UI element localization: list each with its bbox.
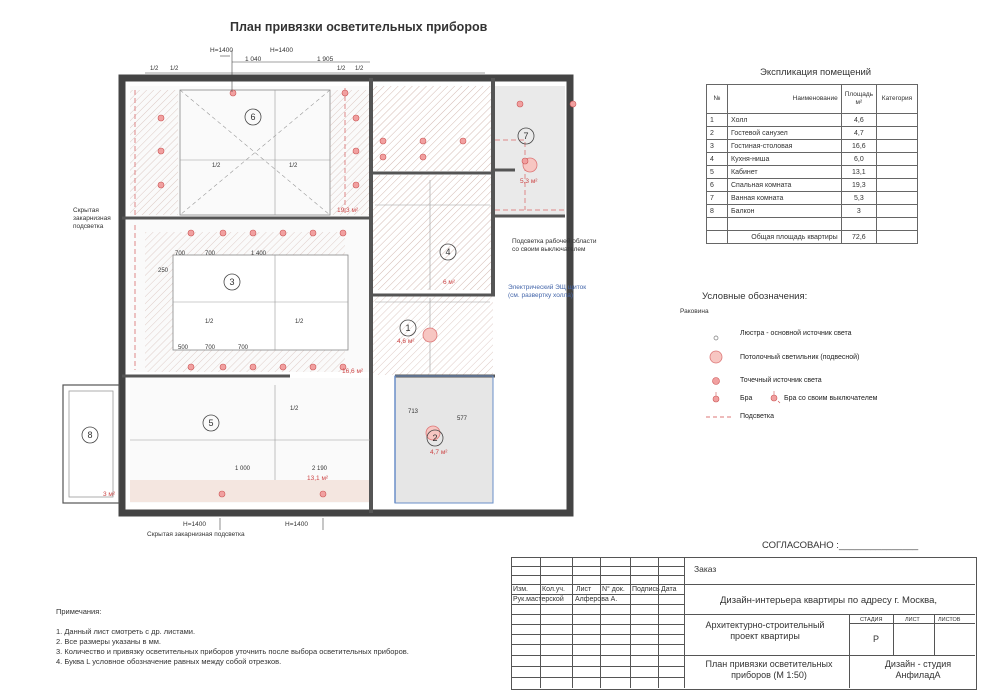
dim-h1400-d: H=1400 xyxy=(285,521,308,528)
electric-panel-label: Электрический ЭЩ щиток (см. развертку холла) xyxy=(508,284,587,299)
chandelier-hall xyxy=(423,328,437,342)
dim-700-c: 700 xyxy=(205,345,216,351)
dim-half-4: 1/2 xyxy=(355,66,364,72)
legend-sconce-switch: Бра со своим выключателем xyxy=(784,395,878,402)
dim-713: 713 xyxy=(408,409,419,415)
dim-half-2: 1/2 xyxy=(170,66,179,72)
dim-half-5: 1/2 xyxy=(212,163,221,169)
dim-1040: 1 040 xyxy=(245,56,262,63)
dim-1905: 1 905 xyxy=(317,56,334,63)
stamp-head-role: Рук.мастерской xyxy=(513,596,564,603)
room-label-2: 2 xyxy=(432,433,438,443)
area-3: 16,6 м² xyxy=(342,368,364,375)
stamp-col-kol: Кол.уч. xyxy=(542,586,565,593)
table-row: 5 Кабинет 13,1 xyxy=(707,166,918,179)
legend-pendant: Потолочный светильник (подвесной) xyxy=(740,354,860,361)
room-label-3: 3 xyxy=(229,277,235,287)
dim-half-9: 1/2 xyxy=(290,406,299,412)
dim-500: 500 xyxy=(178,345,189,351)
dim-h1400-a: H=1400 xyxy=(210,47,233,54)
legend-spot: Точечный источник света xyxy=(740,377,822,384)
notes-title: Примечания: xyxy=(56,607,102,616)
chandelier-icon xyxy=(714,336,718,340)
table-row: 2 Гостевой санузел 4,7 xyxy=(707,127,918,140)
dim-half-7: 1/2 xyxy=(205,319,214,325)
note-2: 2. Все размеры указаны в мм. xyxy=(56,637,161,646)
dim-1400: 1 400 xyxy=(251,251,267,257)
legend-backlight: Подсветка xyxy=(740,413,774,420)
area-6: 19,3 м² xyxy=(337,207,359,214)
legend-subtitle: Раковина xyxy=(680,308,709,315)
legend-sconce: Бра xyxy=(740,395,753,402)
stamp-stage-label: СТАДИЯ xyxy=(860,617,883,623)
stamp-studio: Дизайн - студия АнфиладА xyxy=(884,659,952,680)
stamp-col-izm: Изм. xyxy=(513,586,528,593)
pendant-lamp-icon xyxy=(710,351,722,363)
room-label-8: 8 xyxy=(87,430,93,440)
area-5: 13,1 м² xyxy=(307,475,329,482)
dim-half-1: 1/2 xyxy=(150,66,159,72)
hidden-light-bottom-label: Скрытая закарнизная подсветка xyxy=(147,531,245,538)
stamp-project-type: Архитектурно-строительный проект квартиры xyxy=(705,620,825,641)
room-label-1: 1 xyxy=(405,323,411,333)
table-row: 7 Ванная комната 5,3 xyxy=(707,192,918,205)
note-3: 3. Количество и привязку осветительных приборов уточнить после выбора осветительных приборов. xyxy=(56,647,409,656)
dim-half-3: 1/2 xyxy=(337,66,346,72)
col-category: Категория xyxy=(877,85,918,114)
col-name: Наименование xyxy=(728,85,842,114)
stamp-order: Заказ xyxy=(694,564,717,574)
dim-700-d: 700 xyxy=(238,345,249,351)
table-row: 6 Спальная комната 19,3 xyxy=(707,179,918,192)
explication-title: Экспликация помещений xyxy=(760,67,872,78)
hidden-light-left-label: Скрытая закарнизная подсветка xyxy=(73,207,111,230)
col-num: № xyxy=(707,85,728,114)
stamp-sheet-label: ЛИСТ xyxy=(905,617,920,623)
legend-title: Условные обозначения: xyxy=(702,291,808,302)
area-1: 4,6 м² xyxy=(397,338,415,345)
area-8: 3 м² xyxy=(103,491,116,498)
stamp-sheet-title: План привязки осветительных приборов (М 1:50) xyxy=(705,659,833,680)
stamp-col-doc: N° док. xyxy=(602,586,625,593)
table-row: 8 Балкон 3 xyxy=(707,205,918,218)
legend-symbols xyxy=(705,322,735,422)
room-label-7: 7 xyxy=(523,131,529,141)
dim-h1400-b: H=1400 xyxy=(270,47,293,54)
dim-250: 250 xyxy=(158,268,169,274)
notes-list xyxy=(56,627,409,667)
stamp-col-sign: Подпись xyxy=(632,586,660,593)
dim-half-6: 1/2 xyxy=(289,163,298,169)
note-4: 4. Буква L условное обозначение равных между собой отрезков. xyxy=(56,657,282,666)
legend-chandelier: Люстра - основной источник света xyxy=(740,330,852,337)
room-label-5: 5 xyxy=(208,418,214,428)
col-area: Площадь м² xyxy=(841,85,876,114)
dim-577: 577 xyxy=(457,416,468,422)
stamp-stage-value: Р xyxy=(873,634,880,644)
dim-half-8: 1/2 xyxy=(295,319,304,325)
dim-h1400-c: H=1400 xyxy=(183,521,206,528)
table-row: 1 Холл 4,6 xyxy=(707,114,918,127)
stamp-col-list: Лист xyxy=(576,586,592,593)
stamp-project-name: Дизайн-интерьера квартиры по адресу г. Москва, xyxy=(720,595,938,606)
stamp-sheets-label: ЛИСТОВ xyxy=(938,617,961,623)
area-7: 5,3 м² xyxy=(520,178,538,185)
area-2: 4,7 м² xyxy=(430,449,448,456)
area-4: 6 м² xyxy=(443,279,456,286)
dim-1000: 1 000 xyxy=(235,466,251,472)
room-label-4: 4 xyxy=(445,247,451,257)
table-total-row: Общая площадь квартиры 72,6 xyxy=(707,231,918,244)
sconce-switch-icon xyxy=(766,388,782,404)
explication-table xyxy=(706,84,918,244)
spot-light-icon xyxy=(713,378,720,385)
dim-700-b: 700 xyxy=(205,251,216,257)
stamp-col-date: Дата xyxy=(661,586,677,593)
table-row: 4 Кухня-ниша 6,0 xyxy=(707,153,918,166)
note-1: 1. Данный лист смотреть с др. листами. xyxy=(56,627,196,636)
sconce-icon xyxy=(713,396,719,402)
dim-700-a: 700 xyxy=(175,251,186,257)
work-area-light-label: Подсветка рабочей области со своим выключателем xyxy=(512,238,597,253)
room-label-6: 6 xyxy=(250,112,256,122)
dim-2190: 2 190 xyxy=(312,466,328,472)
stamp-head-name: Алферова А. xyxy=(575,596,618,603)
table-row: 3 Гостиная-столовая 16,6 xyxy=(707,140,918,153)
agreed-line: СОГЛАСОВАНО :_______________ xyxy=(762,540,919,551)
page-title: План привязки осветительных приборов xyxy=(230,20,488,34)
